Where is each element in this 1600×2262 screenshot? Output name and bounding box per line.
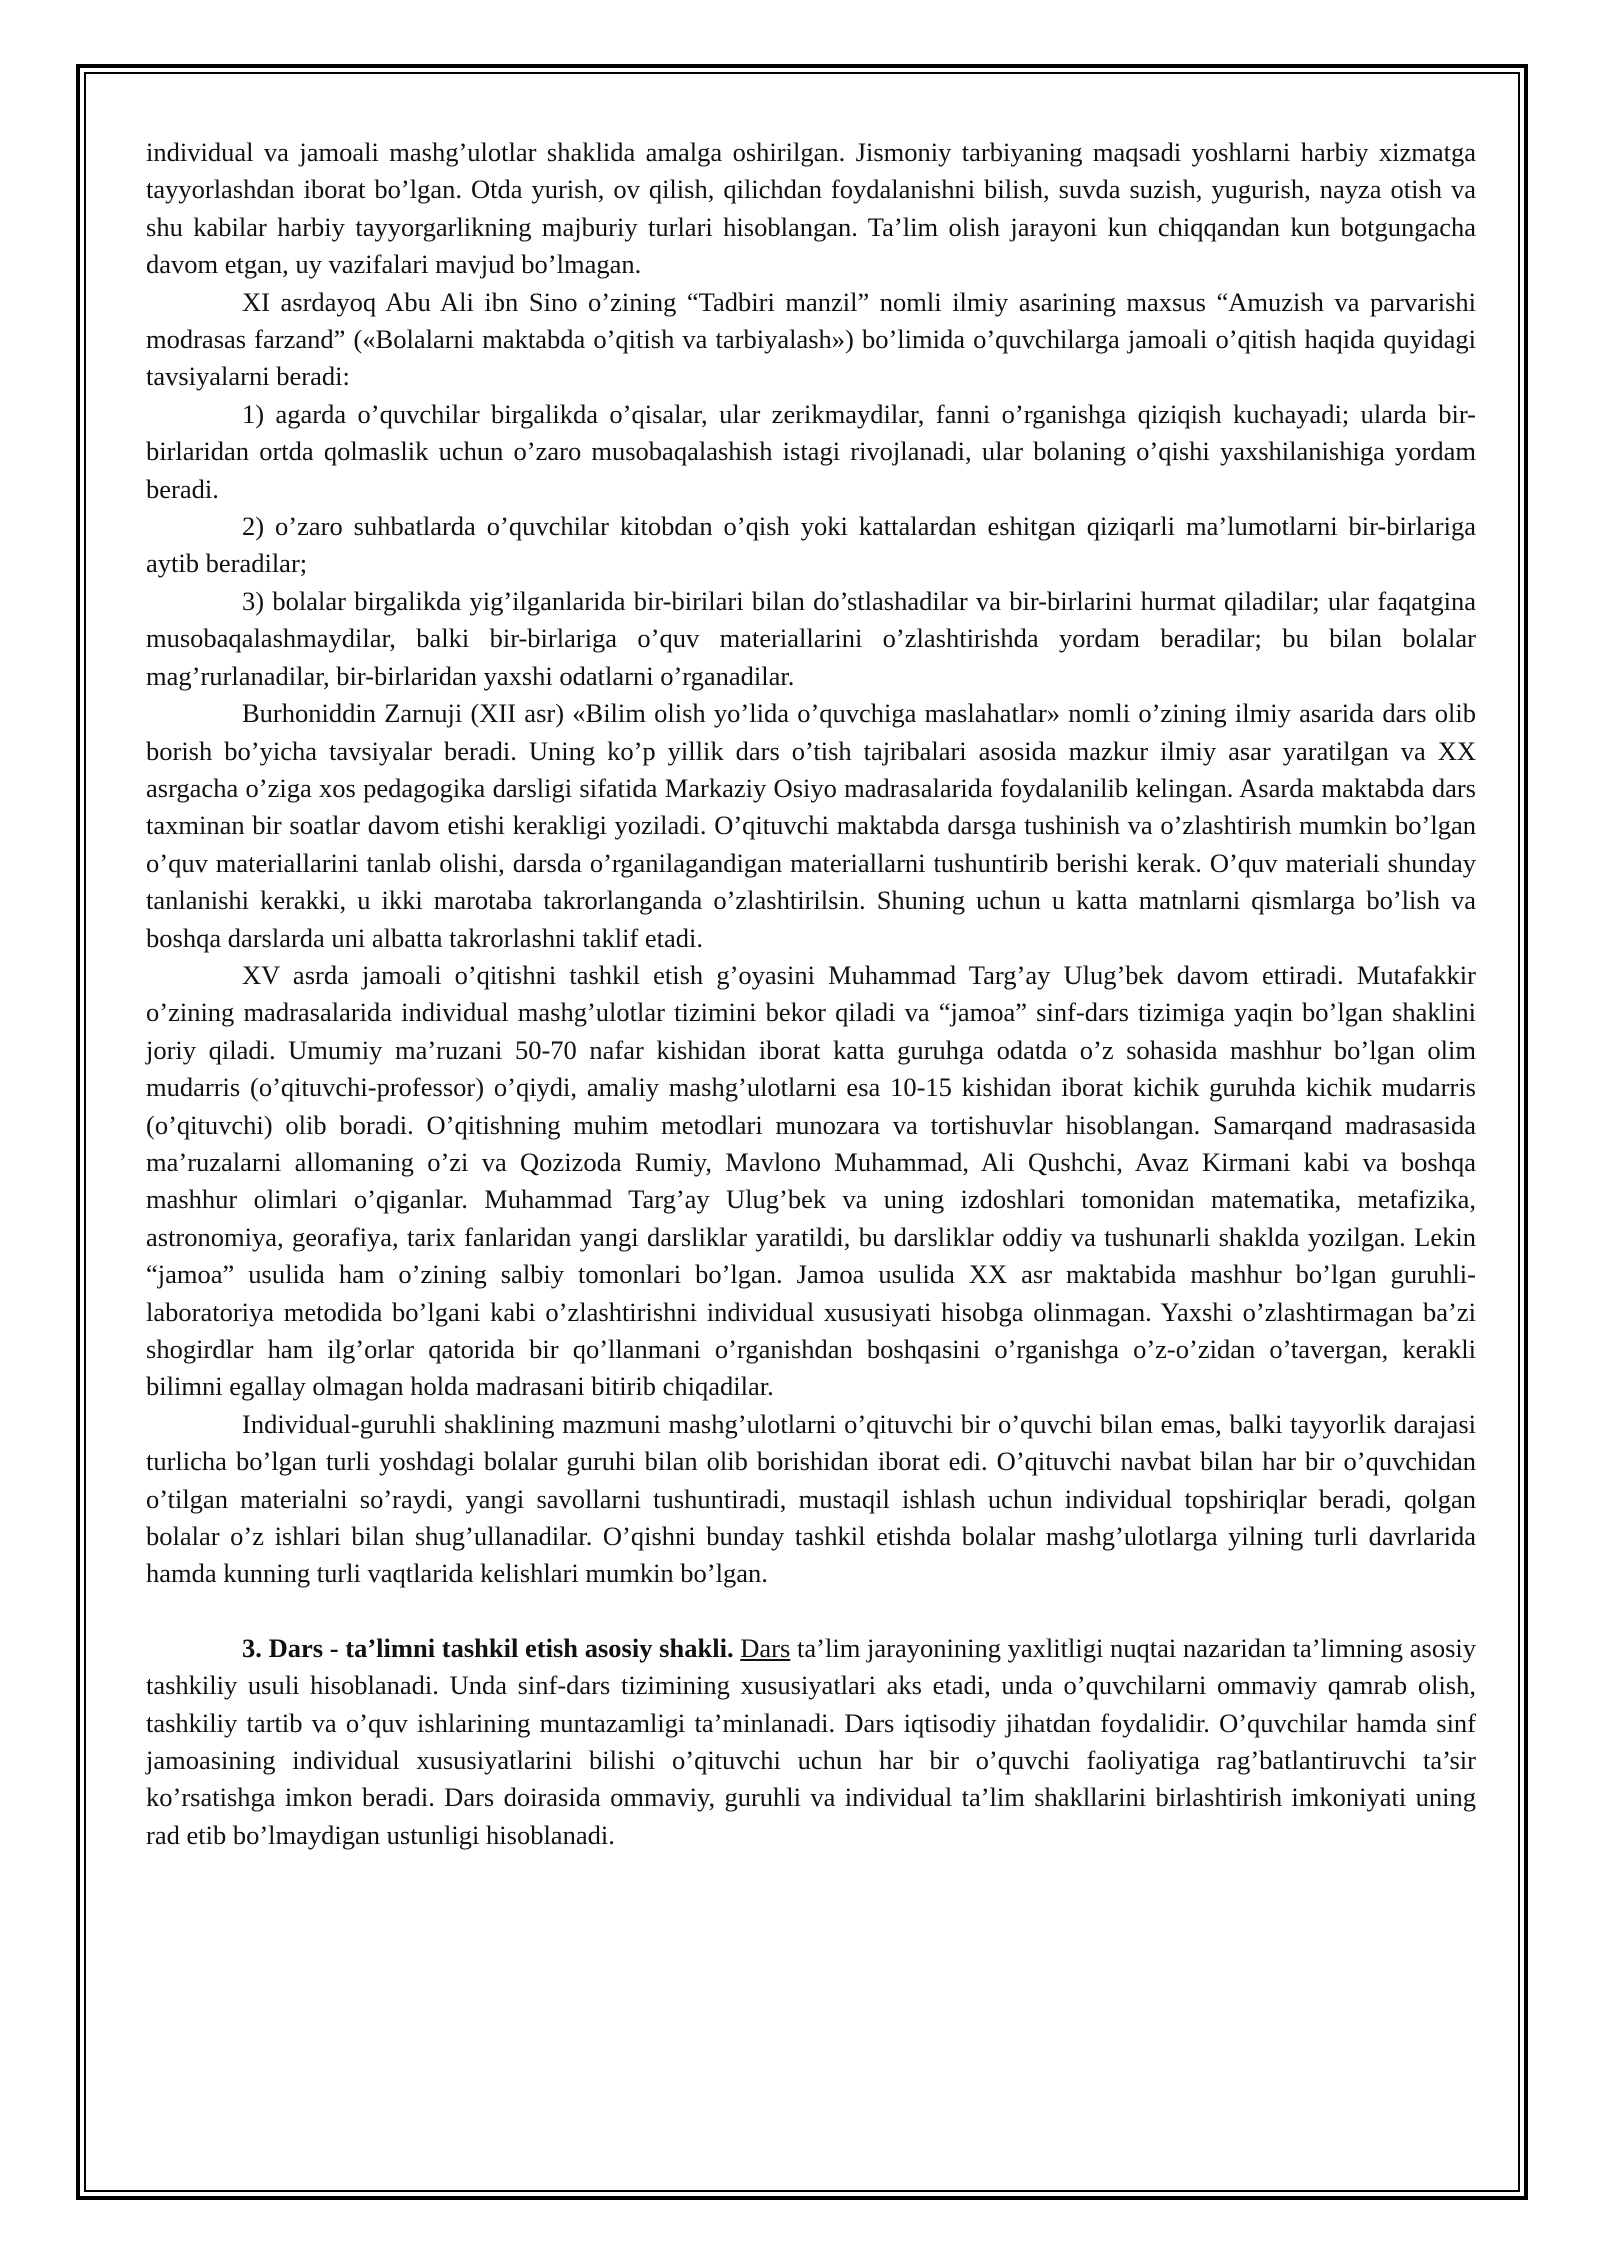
paragraph-ulugbek: XV asrda jamoali o’qitishni tashkil etish g’oyasini Muhammad Targ’ay Ulug’bek davom ettiradi. Mutafakkir o’zining madrasalarida individual mashg’ulotlar tizimini bekor qiladi va “jamoa” sinf-dars tizimiga yaqin bo’lgan shaklini joriy qiladi. Umumiy ma’ruzani 50-70 nafar kishidan iborat katta guruhga odatda o’z sohasida mashhur bo’lgan olim mudarris (o’qituvchi-professor) o’qiydi, amaliy mashg’ulotlarni esa 10-15 kishidan iborat kichik guruhda kichik mudarris (o’qituvchi) olib boradi. O’qitishning muhim metodlari munozara va tortishuvlar hisoblangan. Samarqand madrasasida ma’ruzalarni allomaning o’zi va Qozizoda Rumiy, Mavlono Muhammad, Ali Qushchi, Avaz Kirmani kabi va boshqa mashhur olimlari o’qiganlar. Muhammad Targ’ay Ulug’bek va uning izdoshlari tomonidan matematika, metafizika, astronomiya, georafiya, tarix fanlaridan yangi darsliklar yaratildi, bu darsliklar oddiy va tushunarli shaklda yozilgan. Lekin “jamoa” usulida ham o’zining salbiy tomonlari bo’lgan. Jamoa usulida XX asr maktabida mashhur bo’lgan guruhli-laboratoriya metodida bo’lgani kabi o’zlashtirishni individual xususiyati hisobga olinmagan. Yaxshi o’zlashtirmagan ba’zi shogirdlar ham ilg’orlar qatorida bir qo’llanmani o’rganishdan boshqasini o’rganishga o’z-o’zidan o’tavergan, kerakli bilimni egallay olmagan holda madrasani bitirib chiqadilar. xyxy=(146,959,1476,1402)
section-text: ta’lim jarayonining yaxlitligi nuqtai nazaridan ta’limning asosiy tashkiliy usuli hisoblanadi. Unda sinf-dars tizimining xususiyatlari aks etadi, unda o’quvchilarni ommaviy qamrab olish, tashkiliy tartib va o’quv ishlarining muntazamligi ta’minlanadi. Dars iqtisodiy jihatdan foydalidir. O’quvchilar hamda sinf jamoasining individual xususiyatlarini bilishi o’qituvchi uchun har bir o’quvchi faoliyatiga rag’batlantiruvchi ta’sir ko’rsatishga imkon beradi. Dars doirasida ommaviy, guruhli va individual ta’lim shakllarini birlashtirish imkoniyati uning rad etib bo’lmaydigan ustunligi hisoblanadi. xyxy=(146,1632,1476,1850)
paragraph-zarnuji: Burhoniddin Zarnuji (XII asr) «Bilim olish yo’lida o’quvchiga maslahatlar» nomli o’zining ilmiy asarida dars olib borish bo’yicha tavsiyalar beradi. Uning ko’p yillik dars o’tish tajribalari asosida mazkur ilmiy asar yaratilgan va XX asrgacha o’ziga xos pedagogika darsligi sifatida Markaziy Osiyo madrasalarida foydalanilib kelingan. Asarda maktabda dars taxminan bir soatlar davom etishi kerakligi yoziladi. O’qituvchi maktabda darsga tushinish va o’zlashtirish mumkin bo’lgan o’quv materiallarini tanlab olishi, darsda o’rganilagandigan materiallarni tushuntirib berishi kerak. O’quv materiali shunday tanlanishi kerakki, u ikki marotaba takrorlanganda o’zlashtirilsin. Shuning uchun u katta matnlarni qismlarga bo’lish va boshqa darslarda uni albatta takrorlashni taklif etadi. xyxy=(146,698,1476,953)
section-heading: 3. Dars - ta’limni tashkil etish asosiy shakli. xyxy=(242,1632,734,1663)
paragraph-ibn-sino: XI asrdayoq Abu Ali ibn Sino o’zining “Tadbiri manzil” nomli ilmiy asarining maxsus “Amuzish va parvarishi modrasas farzand” («Bolalarni maktabda o’qitish va tarbiyalash») bo’limida o’quvchilarga jamoali o’qitish haqida quyidagi tavsiyalarni beradi: xyxy=(146,286,1476,392)
section-spacer xyxy=(146,1593,1476,1630)
list-item-1: 1) agarda o’quvchilar birgalikda o’qisalar, ular zerikmaydilar, fanni o’rganishga qiziqish kuchayadi; ularda bir-birlaridan ortda qolmaslik uchun o’zaro musobaqalashish istagi rivojlanadi, ular bolaning o’qishi yaxshilanishiga yordam beradi. xyxy=(146,398,1476,504)
paragraph-physical-education: individual va jamoali mashg’ulotlar shaklida amalga oshirilgan. Jismoniy tarbiyaning maqsadi yoshlarni harbiy xizmatga tayyorlashdan iborat bo’lgan. Otda yurish, ov qilish, qilichdan foydalanishni bilish, suvda suzish, yugurish, nayza otish va shu kabilar harbiy tayyorgarlikning majburiy turlari hisoblangan. Ta’lim olish jarayoni kun chiqqandan kun botgungacha davom etgan, uy vazifalari mavjud bo’lmagan. xyxy=(146,137,1476,280)
list-item-3: 3) bolalar birgalikda yig’ilganlarida bir-birilari bilan do’stlashadilar va bir-birlarini hurmat qiladilar; ular faqatgina musobaqalashmaydilar, balki bir-birlariga o’quv materiallarini o’zlashtirishda yordam beradilar; bu bilan bolalar mag’rurlanadilar, bir-birlaridan yaxshi odatlarni o’rganadilar. xyxy=(146,585,1476,691)
underlined-term: Dars xyxy=(740,1632,791,1663)
paragraph-individual-group: Individual-guruhli shaklining mazmuni mashg’ulotlarni o’qituvchi bir o’quvchi bilan emas, balki tayyorlik darajasi turlicha bo’lgan turli yoshdagi bolalar guruhi bilan olib borishidan iborat edi. O’qituvchi navbat bilan har bir o’quvchidan o’tilgan materialni so’raydi, yangi savollarni tushuntiradi, mustaqil ishlash uchun individual topshiriqlar beradi, qolgan bolalar o’z ishlari bilan shug’ullanadilar. O’qishni bunday tashkil etishda bolalar mashg’ulotlarga yilning turli davrlarida hamda kunning turli vaqtlarida kelishlari mumkin bo’lgan. xyxy=(146,1408,1476,1589)
list-item-2: 2) o’zaro suhbatlarda o’quvchilar kitobdan o’qish yoki kattalardan eshitgan qiziqarli ma’lumotlarni bir-birlariga aytib beradilar; xyxy=(146,511,1476,579)
document-body xyxy=(146,134,1476,1854)
section-lesson-paragraph xyxy=(146,1630,1476,1854)
